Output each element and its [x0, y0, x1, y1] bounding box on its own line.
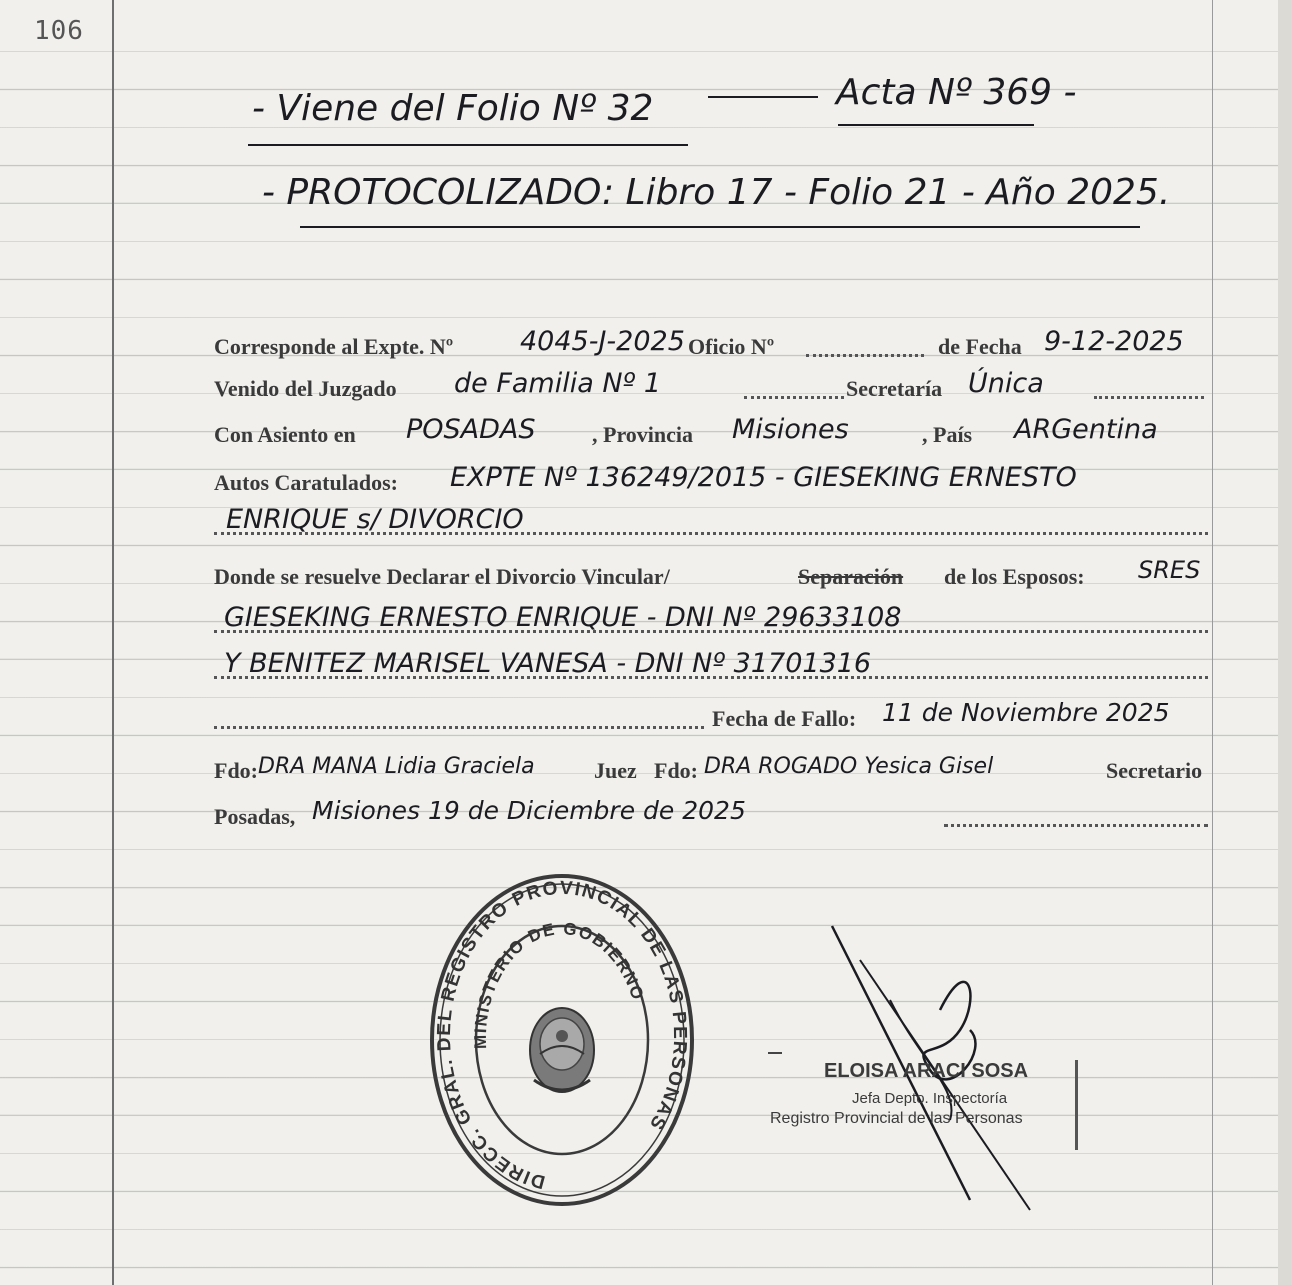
fallo-label: Fecha de Fallo:	[712, 706, 857, 731]
resuelve-value: SRES	[1138, 556, 1201, 584]
folio-dash	[708, 96, 818, 98]
fdo2-label: Fdo:	[654, 758, 698, 783]
fallo-row	[214, 698, 1208, 732]
secretaria-value: Única	[968, 368, 1044, 399]
folio-underline	[248, 144, 688, 146]
fallo-value: 11 de Noviembre 2025	[882, 698, 1170, 727]
autos-row	[214, 462, 1208, 496]
stamp-name: ELOISA ARACI SOSA	[824, 1060, 1029, 1082]
page-edge	[1278, 0, 1292, 1285]
protocolizado-line: - PROTOCOLIZADO: Libro 17 - Folio 21 - Año 2025.	[262, 172, 1171, 213]
juez-label: Juez	[594, 758, 637, 783]
resuelve-label-a: Donde se resuelve Declarar el Divorcio Vincular/	[214, 564, 670, 589]
provincia-value: Misiones	[732, 414, 849, 445]
seal-graphic	[428, 872, 696, 1208]
esposo-dots	[214, 630, 1208, 633]
fallo-dots	[214, 726, 704, 729]
protocolizado-underline	[300, 226, 1140, 228]
autos-dots	[214, 532, 1208, 535]
autos-row-2	[214, 504, 1208, 538]
fdo1-label: Fdo:	[214, 758, 258, 783]
fdo1-value: DRA MANA Lidia Graciela	[258, 754, 535, 779]
pais-label: , País	[922, 422, 973, 447]
secretaria-label: Secretaría	[846, 376, 943, 401]
resuelve-row	[214, 556, 1208, 590]
autos-label: Autos Caratulados:	[214, 470, 398, 495]
asiento-label: Con Asiento en	[214, 422, 356, 447]
esposa-dots	[214, 676, 1208, 679]
fecha-value: 9-12-2025	[1044, 326, 1184, 357]
expte-row	[214, 326, 1208, 360]
folio-reference: - Viene del Folio Nº 32	[252, 88, 654, 129]
juzgado-label: Venido del Juzgado	[214, 376, 397, 401]
page-number: 106	[34, 16, 84, 46]
juzgado-dots	[744, 396, 844, 399]
asiento-row	[214, 414, 1208, 448]
lugar-value: Misiones 19 de Diciembre de 2025	[312, 796, 746, 825]
seal-inner-text: MINISTERIO DE GOBIERNO	[470, 918, 648, 1050]
stamp-office: Registro Provincial de las Personas	[770, 1110, 1023, 1127]
left-margin-line	[112, 0, 114, 1285]
official-name-stamp	[768, 1052, 1078, 1160]
pais-value: ARGentina	[1014, 414, 1158, 445]
esposo-line: GIESEKING ERNESTO ENRIQUE - DNI Nº 29633108	[224, 602, 902, 633]
seal-outer-text: DIRECC. GRAL. DEL REGISTRO PROVINCIAL DE LAS PERSONAS	[433, 877, 691, 1193]
lugar-label: Posadas,	[214, 804, 296, 829]
asiento-value: POSADAS	[406, 414, 536, 445]
acta-number: Acta Nº 369 -	[836, 72, 1077, 113]
resuelve-label-b: de los Esposos:	[944, 564, 1085, 589]
lugar-dots	[944, 824, 1208, 827]
juzgado-value: de Familia Nº 1	[454, 368, 662, 399]
secretario-label: Secretario	[1106, 758, 1203, 783]
acta-underline	[838, 124, 1034, 126]
autos-value-1: EXPTE Nº 136249/2015 - GIESEKING ERNESTO	[450, 462, 1077, 493]
oficio-dots	[806, 354, 924, 357]
provincia-label: , Provincia	[592, 422, 694, 447]
coat-of-arms-icon	[530, 1008, 594, 1092]
esposa-line: Y BENITEZ MARISEL VANESA - DNI Nº 31701316	[224, 648, 872, 679]
oficio-label: Oficio Nº	[688, 334, 775, 359]
stamp-role: Jefa Depto. Inspectoría	[852, 1090, 1008, 1107]
fdo2-value: DRA ROGADO Yesica Gisel	[704, 754, 994, 779]
secretaria-dots	[1094, 396, 1204, 399]
fecha-label: de Fecha	[938, 334, 1022, 359]
autos-value-2: ENRIQUE s/ DIVORCIO	[226, 504, 524, 535]
resuelve-label-struck: Separación	[798, 564, 904, 589]
official-seal	[428, 872, 696, 1208]
right-margin-line	[1212, 0, 1213, 1285]
expte-label: Corresponde al Expte. Nº	[214, 334, 454, 359]
lugar-row	[214, 796, 1208, 830]
esposa-row	[214, 648, 1208, 682]
juzgado-row	[214, 368, 1208, 402]
firmas-row	[214, 750, 1208, 784]
expte-value: 4045-J-2025	[520, 326, 685, 357]
esposo-row	[214, 602, 1208, 636]
